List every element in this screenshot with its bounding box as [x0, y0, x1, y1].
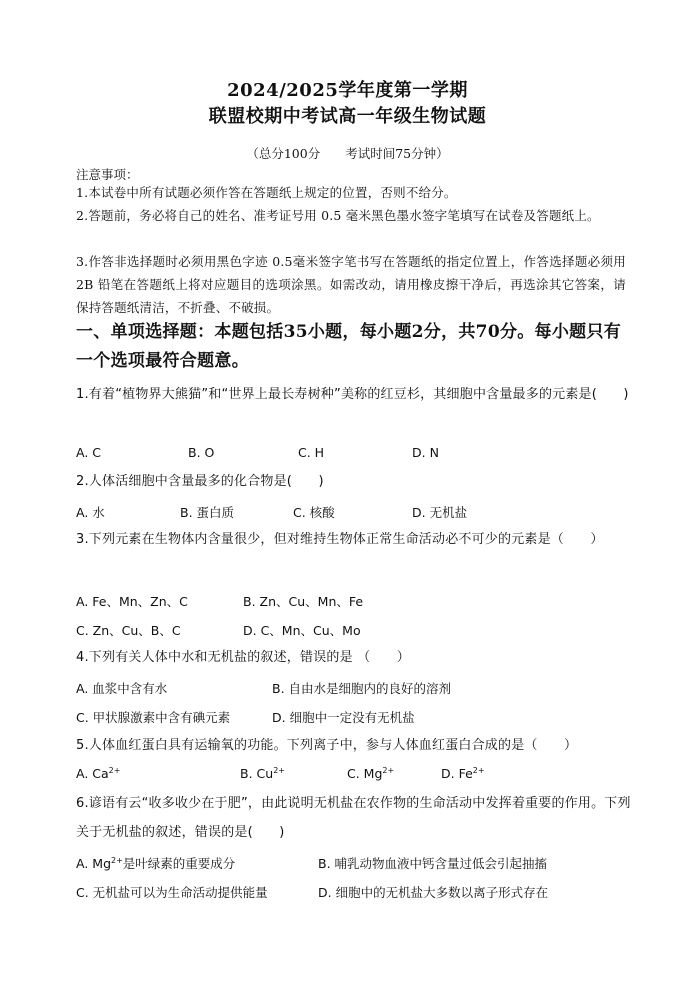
exam-title-line1: 2024/2025学年度第一学期	[227, 80, 468, 101]
question-4-stem: 4.下列有关人体中水和无机盐的叙述，错误的是 （ ）	[76, 650, 410, 665]
notice-item-2: 2.答题前，务必将自己的姓名、准考证号用 0.5 毫米黑色墨水签字笔填写在试卷及答题纸上。	[76, 208, 600, 223]
question-6-option-d: D. 细胞中的无机盐大多数以离子形式存在	[318, 885, 549, 900]
question-1-stem: 1.有着“植物界大熊猫”和“世界上最长寿树种”美称的红豆杉，其细胞中含量最多的元素是( )	[76, 387, 629, 402]
question-3-stem: 3.下列元素在生物体内含量很少，但对维持生物体正常生命活动必不可少的元素是（ ）	[76, 532, 604, 547]
notice-item-3: 3.作答非选择题时必须用黑色字迹 0.5毫米签字笔书写在答题纸的指定位置上，作答选择题必须用 2B 铅笔在答题纸上将对应题目的选项涂黑。如需改动，请用橡皮擦干净后，再选涂其它答案，请保持答题纸清洁，不折叠、不破损。	[76, 254, 626, 315]
question-1-option-d: D. N	[412, 445, 439, 460]
question-1-option-b: B. O	[188, 445, 215, 460]
question-3-option-d: D. C、Mn、Cu、Mo	[243, 623, 361, 638]
question-6-option-a: A. $Mg^{2+}$是叶绿素的重要成分	[76, 855, 236, 871]
question-2-option-d: D. 无机盐	[412, 505, 468, 520]
question-5-option-a: A. $Ca^{2+}$	[76, 766, 121, 782]
question-4-option-a: A. 血浆中含有水	[76, 681, 168, 696]
exam-meta: （总分100分 考试时间75分钟）	[246, 146, 449, 161]
question-1-option-a: A. C	[76, 445, 102, 460]
question-5-option-c: C. $Mg^{2+}$	[347, 766, 395, 782]
question-1-option-c: C. H	[298, 445, 325, 460]
question-6-stem: 6.谚语有云“收多收少在于肥”，由此说明无机盐在农作物的生命活动中发挥着重要的作用。下列关于无机盐的叙述，错误的是( )	[76, 796, 631, 840]
question-5-option-b: B. $Cu^{2+}$	[240, 766, 285, 782]
question-6-option-c: C. 无机盐可以为生命活动提供能量	[76, 885, 268, 900]
question-4-option-b: B. 自由水是细胞内的良好的溶剂	[272, 681, 452, 696]
question-3-option-b: B. Zn、Cu、Mn、Fe	[243, 594, 364, 609]
question-5-option-d: D. $Fe^{2+}$	[441, 766, 485, 782]
question-2-option-a: A. 水	[76, 505, 105, 520]
question-3-option-c: C. Zn、Cu、B、C	[76, 623, 181, 638]
exam-title-line2: 联盟校期中考试高一年级生物试题	[208, 106, 487, 127]
section-heading: 一、单项选择题：本题包括35小题，每小题2分，共70分。每小题只有一个选项最符合题意。	[76, 322, 622, 371]
question-2-stem: 2.人体活细胞中含量最多的化合物是( )	[76, 474, 324, 489]
question-6-option-b: B. 哺乳动物血液中钙含量过低会引起抽搐	[318, 856, 548, 871]
notice-heading: 注意事项：	[76, 167, 139, 182]
notice-item-1: 1.本试卷中所有试题必须作答在答题纸上规定的位置，否则不给分。	[76, 185, 457, 200]
question-2-option-b: B. 蛋白质	[180, 505, 235, 520]
question-4-option-d: D. 细胞中一定没有无机盐	[272, 710, 415, 725]
question-5-stem: 5.人体血红蛋白具有运输氧的功能。下列离子中，参与人体血红蛋白合成的是（ ）	[76, 738, 578, 753]
question-4-option-c: C. 甲状腺激素中含有碘元素	[76, 710, 231, 725]
question-2-option-c: C. 核酸	[293, 505, 335, 520]
question-3-option-a: A. Fe、Mn、Zn、C	[76, 594, 188, 609]
